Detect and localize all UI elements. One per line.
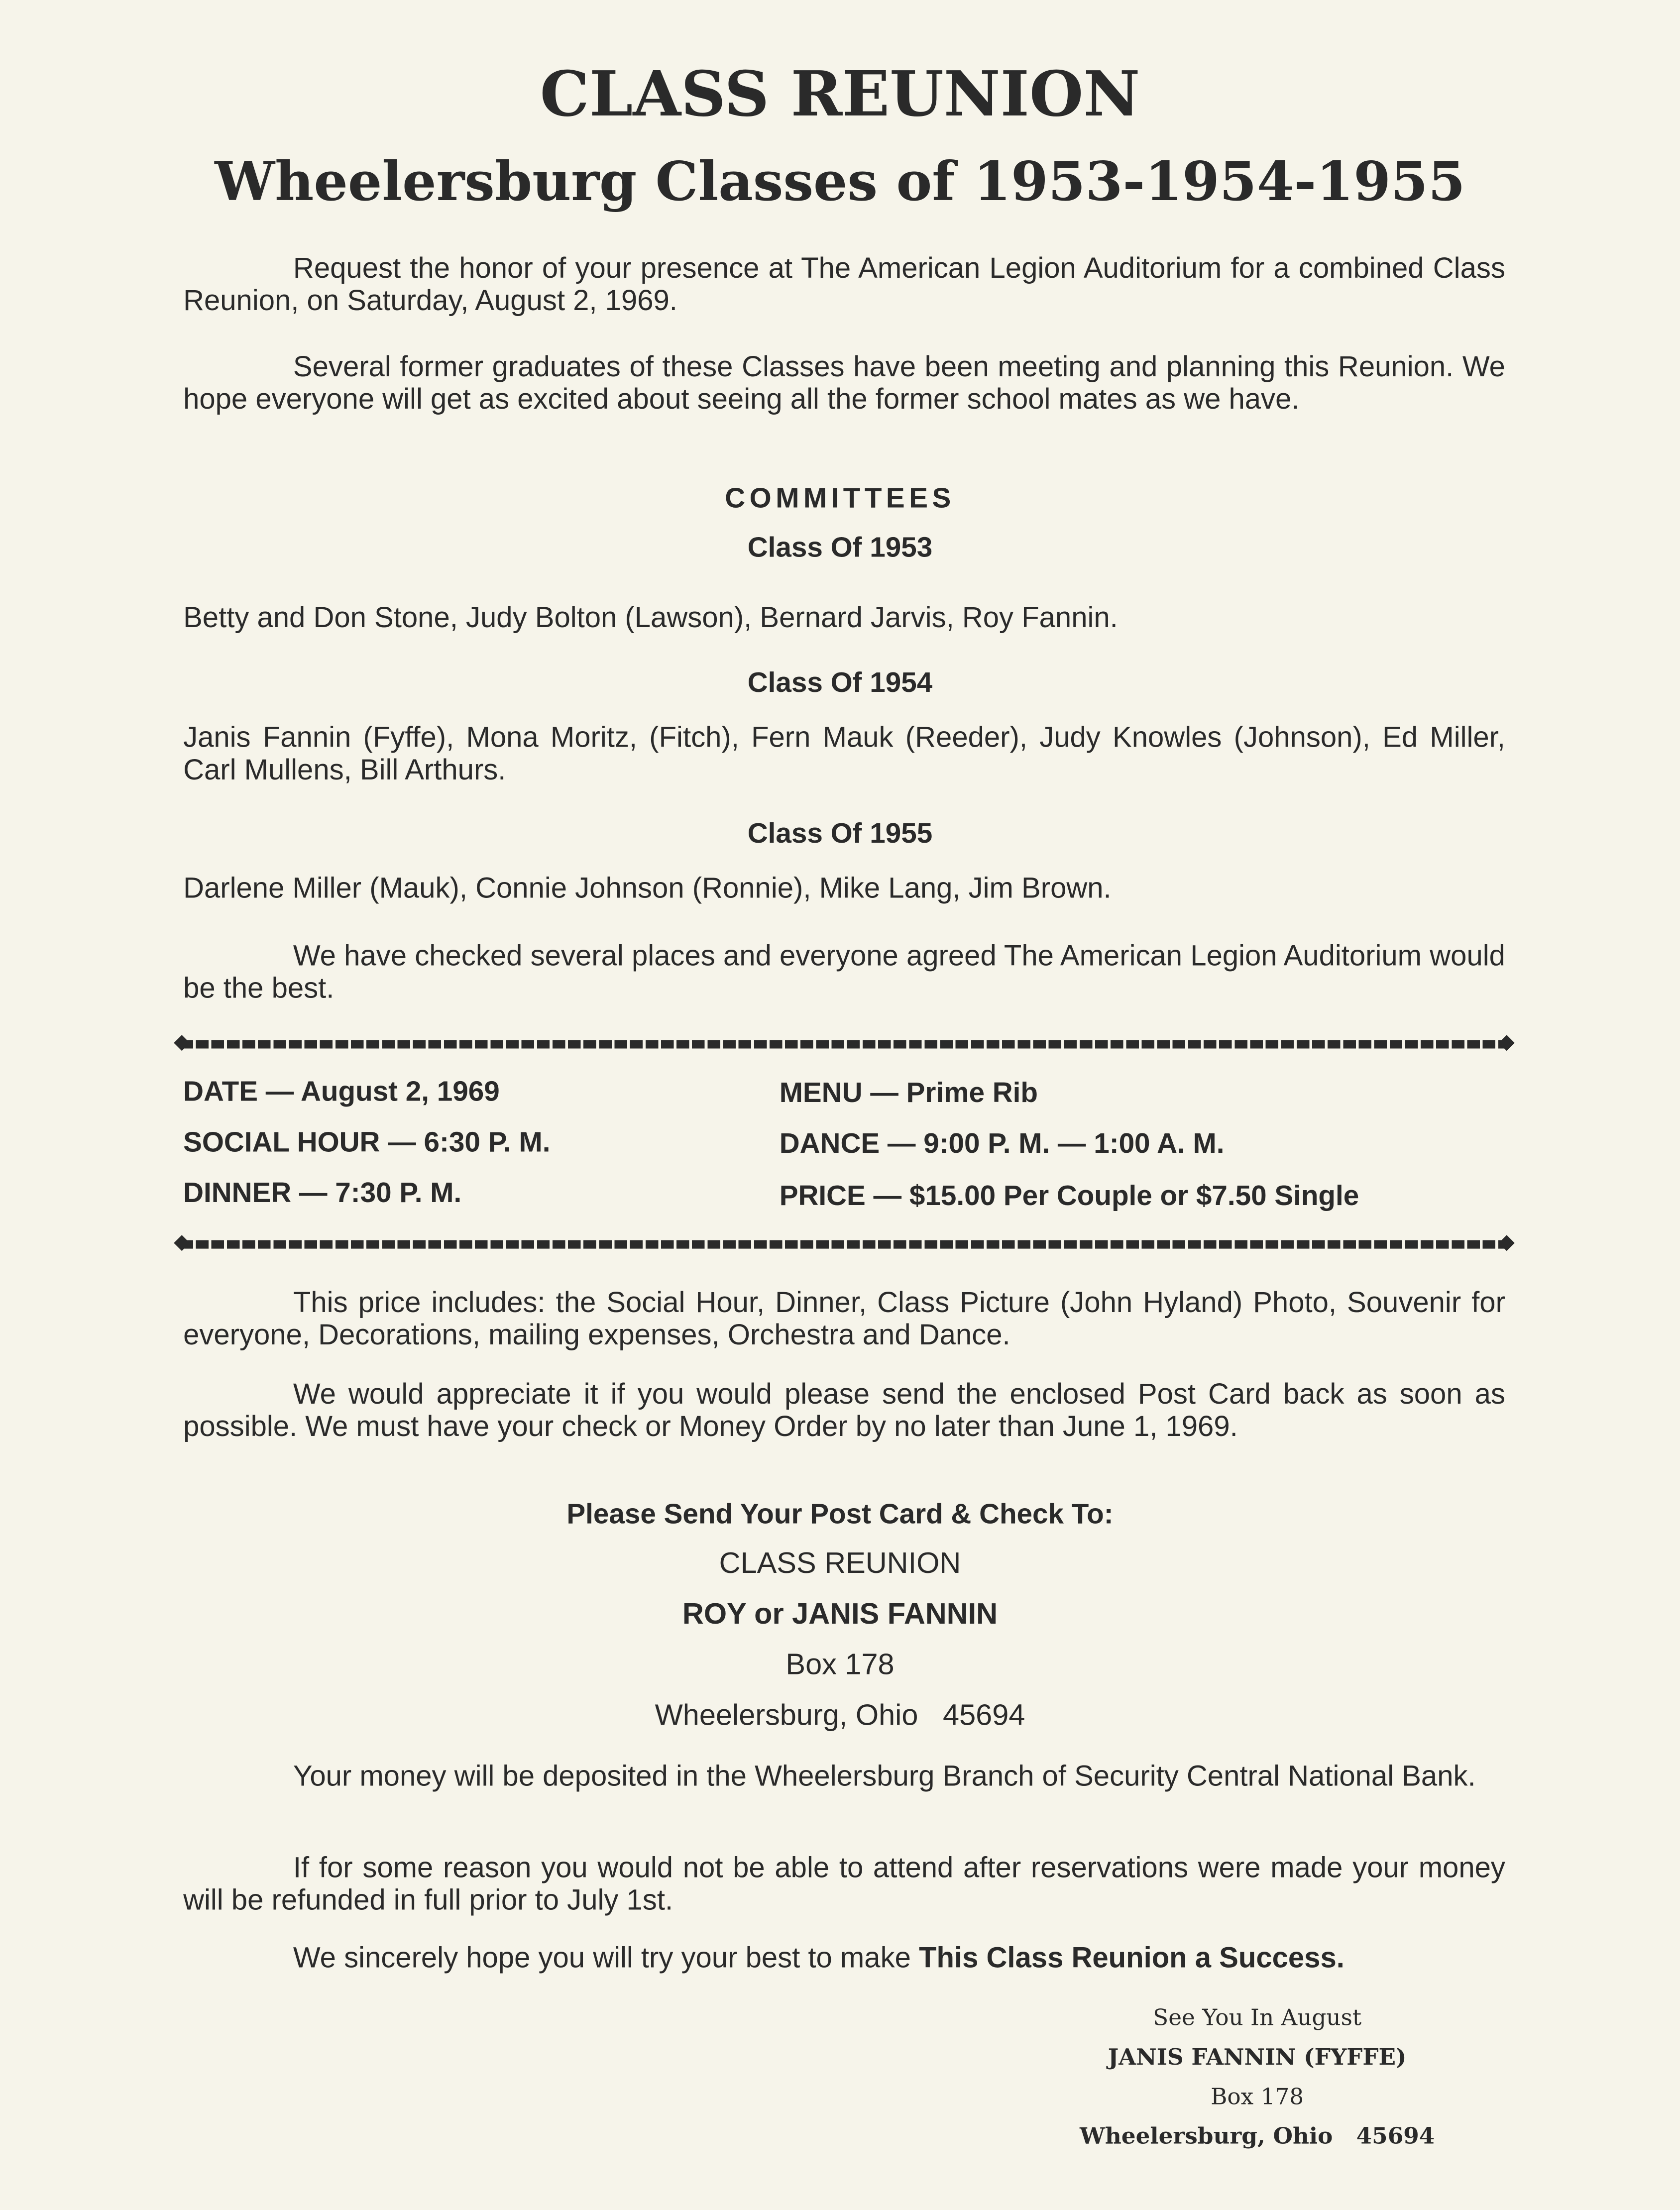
venue-note-text: We have checked several places and everyone agreed The American Legion Auditorium would be the best. [183,940,1505,1005]
class-1953-members: Betty and Don Stone, Judy Bolton (Lawson), Bernard Jarvis, Roy Fannin. [183,602,1118,635]
signoff-greeting: See You In August [1153,2004,1362,2031]
detail-social-hour: SOCIAL HOUR — 6:30 P. M. [183,1127,551,1159]
send-to-line-2: ROY or JANIS FANNIN [682,1598,998,1631]
detail-menu: MENU — Prime Rib [779,1078,1038,1109]
detail-date: DATE — August 2, 1969 [183,1077,500,1108]
signoff-city: Wheelersburg, Ohio 45694 [1079,2122,1435,2149]
send-to-line-4: Wheelersburg, Ohio 45694 [655,1699,1025,1732]
detail-price: PRICE — $15.00 Per Couple or $7.50 Single [779,1181,1359,1213]
send-to-line-3: Box 178 [785,1649,895,1681]
deposit-note [183,1760,1505,1792]
intro-text-2: Several former graduates of these Classes have been meeting and planning this Reunion. We hope everyone will get as excited about seeing all the former school mates as we have. [183,351,1505,416]
detail-dinner: DINNER — 7:30 P. M. [183,1178,462,1210]
deposit-note-text: Your money will be deposited in the Wheelersburg Branch of Security Central National Bank. [293,1760,1476,1793]
price-includes-text: This price includes: the Social Hour, Dinner, Class Picture (John Hyland) Photo, Souvenir for everyone, Decorations, mailing expenses, Orchestra and Dance. [183,1287,1505,1352]
send-to-line-1: CLASS REUNION [719,1547,961,1580]
class-1953-heading: Class Of 1953 [747,533,933,564]
final-line-bold: This Class Reunion a Success. [919,1942,1344,1975]
signoff-name: JANIS FANNIN (FYFFE) [1108,2043,1407,2071]
class-1954-members: Janis Fannin (Fyffe), Mona Moritz, (Fitch), Fern Mauk (Reeder), Judy Knowles (Johnson), Ed Miller, Carl Mullens, Bill Arthurs. [183,721,1505,786]
intro-text-1: Request the honor of your presence at The American Legion Auditorium for a combined Class Reunion, on Saturday, August 2, 1969. [183,252,1505,318]
title: CLASS REUNION [540,59,1140,131]
price-includes [183,1287,1505,1351]
final-line [183,1942,1505,1975]
class-1955-members: Darlene Miller (Mauk), Connie Johnson (Ronnie), Mike Lang, Jim Brown. [183,872,1112,905]
class-1954-heading: Class Of 1954 [747,668,933,699]
intro-paragraph-2 [183,351,1505,416]
venue-note [183,940,1505,1005]
postcard-request [183,1378,1505,1443]
signoff-box: Box 178 [1211,2083,1304,2110]
detail-dance: DANCE — 9:00 P. M. — 1:00 A. M. [779,1128,1225,1160]
postcard-request-text: We would appreciate it if you would please send the enclosed Post Card back as soon as possible. We must have your check or Money Order by no later than June 1, 1969. [183,1378,1505,1443]
refund-note [183,1852,1505,1916]
send-to-heading: Please Send Your Post Card & Check To: [566,1499,1114,1531]
intro-paragraph-1 [183,252,1505,317]
ornamental-divider-top [180,1040,1508,1049]
final-line-text: We sincerely hope you will try your best to make [293,1942,919,1975]
subtitle: Wheelersburg Classes of 1953-1954-1955 [215,149,1465,213]
class-1955-heading: Class Of 1955 [747,819,933,850]
refund-note-text: If for some reason you would not be able to attend after reservations were made your money will be refunded in full prior to July 1st. [183,1852,1505,1917]
committees-heading: COMMITTEES [725,483,955,515]
ornamental-divider-bottom [180,1240,1508,1249]
